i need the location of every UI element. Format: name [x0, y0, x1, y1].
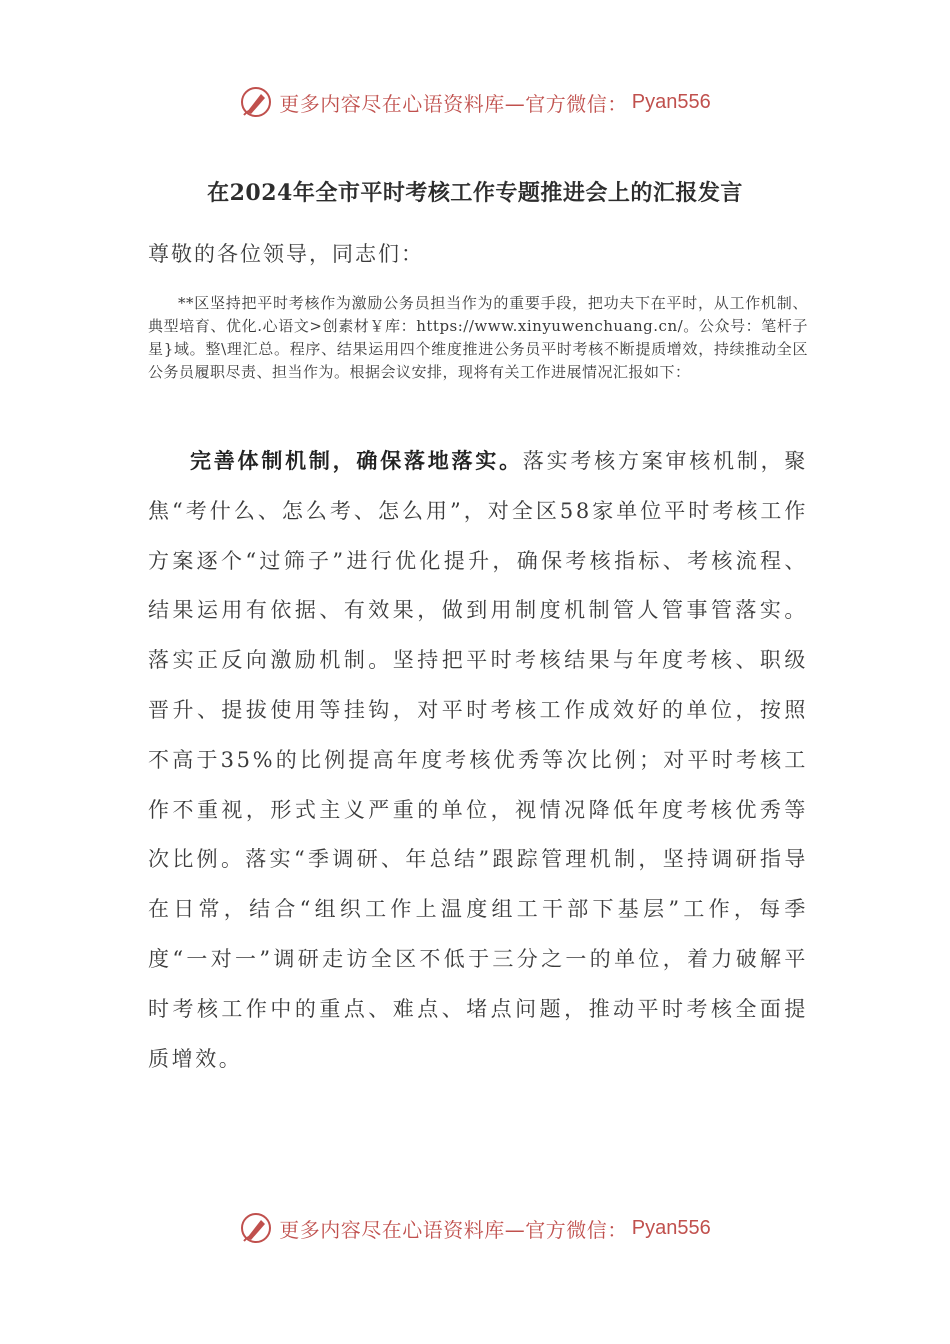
wechat-id: Pyan556 — [631, 90, 711, 113]
wechat-id: Pyan556 — [631, 1216, 711, 1239]
section-lead: 完善体制机制，确保落地落实。 — [190, 448, 523, 473]
footer-banner — [0, 1208, 950, 1248]
pen-nib-circle-icon — [239, 85, 273, 119]
pen-nib-circle-icon — [239, 1211, 273, 1245]
header-banner — [0, 82, 950, 122]
banner-text: 更多内容尽在心语资料库—官方微信： — [279, 1217, 628, 1242]
intro-paragraph: **区坚持把平时考核作为激励公务员担当作为的重要手段，把功夫下在平时，从工作机制、典型培育、优化.心语文>创素材￥库：https://www.xinyuwenchuang.cn/。公众号：笔杆子星}域。整\理汇总。程序、结果运用四个维度推进公务员平时考核不断提质增效，持续推动全区公务员履职尽责、担当作为。根据会议安排，现将有关工作进展情况汇报如下： — [148, 294, 808, 381]
document-title: 在2024年全市平时考核工作专题推进会上的汇报发言 — [207, 180, 743, 206]
banner-text: 更多内容尽在心语资料库—官方微信： — [279, 91, 628, 116]
salutation: 尊敬的各位领导，同志们： — [148, 242, 424, 266]
section-body: 落实考核方案审核机制，聚焦“考什么、怎么考、怎么用”，对全区58家单位平时考核工作方案逐个“过筛子”进行优化提升，确保考核指标、考核流程、结果运用有依据、有效果，做到用制度机制管人管事管落实。落实正反向激励机制。坚持把平时考核结果与年度考核、职级晋升、提拔使用等挂钩，对平时考核工作成效好的单位，按照不高于35%的比例提高年度考核优秀等次比例；对平时考核工作不重视，形式主义严重的单位，视情况降低年度考核优秀等次比例。落实“季调研、年总结”跟踪管理机制，坚持调研指导在日常，结合“组织工作上温度组工干部下基层”工作，每季度“一对一”调研走访全区不低于三分之一的单位，着力破解平时考核工作中的重点、难点、堵点问题，推动平时考核全面提质增效。 — [148, 449, 808, 1071]
section-paragraph — [148, 436, 808, 1084]
